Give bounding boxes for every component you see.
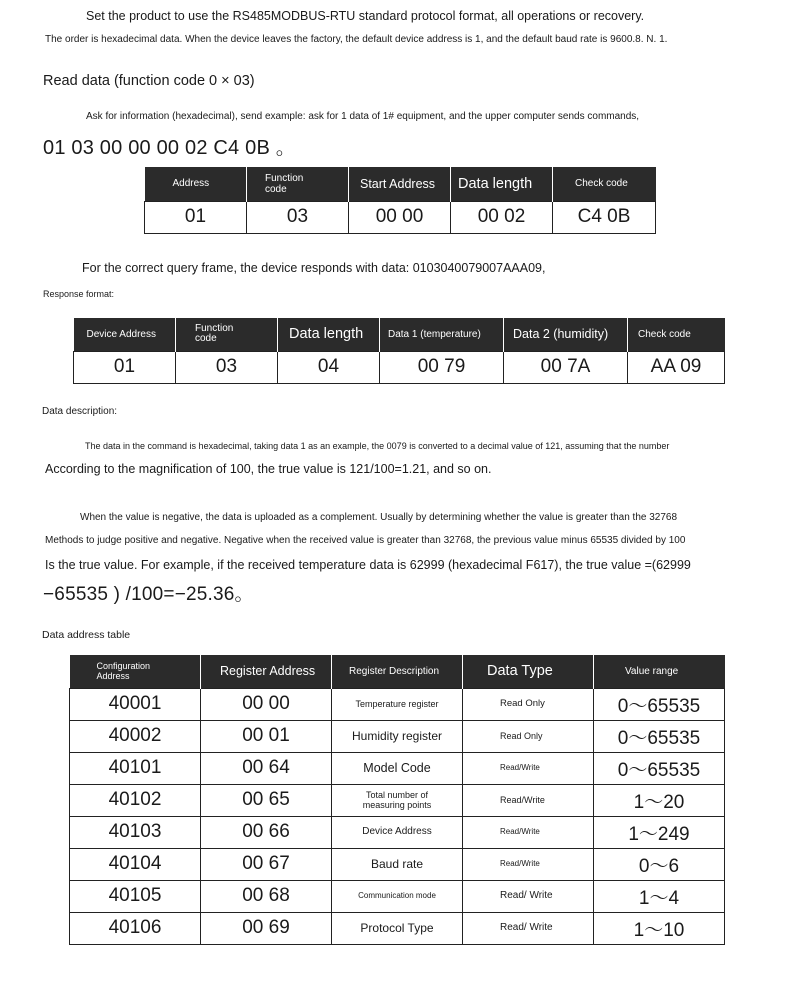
address-header-type: Data Type	[463, 655, 594, 688]
config-address-cell: 40102	[70, 784, 201, 816]
config-address-cell: 40105	[70, 880, 201, 912]
description-line-6: −65535 ) /100=−25.36。	[43, 584, 254, 605]
query-header-start: Start Address	[349, 167, 451, 201]
description-line-3: When the value is negative, the data is uploaded as a complement. Usually by determining whether the value is greater than the 32768	[80, 512, 678, 523]
register-description-cell: Temperature register	[332, 688, 463, 720]
query-table	[144, 167, 656, 234]
response-value-data2: 00 7A	[504, 351, 628, 383]
config-address-cell: 40103	[70, 816, 201, 848]
query-header-function: Function code	[247, 167, 349, 201]
response-value-address: 01	[74, 351, 176, 383]
response-header-address: Device Address	[74, 318, 176, 351]
register-address-cell: 00 69	[201, 912, 332, 944]
data-type-cell: Read Only	[463, 688, 594, 720]
intro-line-1: Set the product to use the RS485MODBUS-RTU standard protocol format, all operations or recovery.	[86, 9, 645, 23]
value-range-cell: 1～10	[594, 912, 725, 944]
address-table-label: Data address table	[42, 629, 131, 641]
config-address-cell: 40002	[70, 720, 201, 752]
query-header-address: Address	[145, 167, 247, 201]
response-table	[73, 318, 725, 384]
config-address-cell: 40101	[70, 752, 201, 784]
description-line-4: Methods to judge positive and negative. Negative when the received value is greater than 32768, the previous value minus 65535 divided by 100	[45, 535, 686, 546]
data-type-cell: Read Only	[463, 720, 594, 752]
query-value-length: 00 02	[451, 201, 553, 233]
register-description-cell: Total number of measuring points	[332, 784, 463, 816]
response-text: For the correct query frame, the device responds with data: 0103040079007AAA09,	[82, 261, 546, 275]
data-type-cell: Read/Write	[463, 816, 594, 848]
register-address-cell: 00 65	[201, 784, 332, 816]
description-line-2: According to the magnification of 100, the true value is 121/100=1.21, and so on.	[45, 462, 492, 476]
table-row	[70, 880, 725, 912]
data-type-cell: Read/Write	[463, 752, 594, 784]
value-range-cell: 0～65535	[594, 688, 725, 720]
query-value-address: 01	[145, 201, 247, 233]
table-row	[70, 848, 725, 880]
value-range-cell: 0～6	[594, 848, 725, 880]
table-row	[70, 912, 725, 944]
query-value-function: 03	[247, 201, 349, 233]
value-range-cell: 0～65535	[594, 720, 725, 752]
command-example: 01 03 00 00 00 02 C4 0B 。	[43, 137, 296, 159]
value-range-cell: 0～65535	[594, 752, 725, 784]
response-value-check: AA 09	[628, 351, 725, 383]
value-range-cell: 1～249	[594, 816, 725, 848]
response-value-data1: 00 79	[380, 351, 504, 383]
response-format-label: Response format:	[43, 289, 115, 299]
query-header-check: Check code	[553, 167, 656, 201]
response-header-data2: Data 2 (humidity)	[504, 318, 628, 351]
table-row	[70, 688, 725, 720]
config-address-cell: 40001	[70, 688, 201, 720]
description-label: Data description:	[42, 406, 118, 417]
read-heading: Read data (function code 0 × 03)	[43, 73, 255, 89]
register-address-cell: 00 01	[201, 720, 332, 752]
config-address-cell: 40104	[70, 848, 201, 880]
register-description-cell: Communication mode	[332, 880, 463, 912]
ask-text: Ask for information (hexadecimal), send example: ask for 1 data of 1# equipment, and the upper computer sends commands,	[86, 111, 640, 122]
table-row	[70, 784, 725, 816]
address-header-config: Configuration Address	[70, 655, 201, 688]
register-description-cell: Device Address	[332, 816, 463, 848]
address-table	[69, 655, 725, 945]
query-value-check: C4 0B	[553, 201, 656, 233]
data-type-cell: Read/Write	[463, 848, 594, 880]
intro-line-2: The order is hexadecimal data. When the device leaves the factory, the default device address is 1, and the default baud rate is 9600.8. N. 1.	[45, 34, 668, 45]
response-value-length: 04	[278, 351, 380, 383]
value-range-cell: 1～20	[594, 784, 725, 816]
register-address-cell: 00 68	[201, 880, 332, 912]
response-header-length: Data length	[278, 318, 380, 351]
register-address-cell: 00 66	[201, 816, 332, 848]
register-description-cell: Humidity register	[332, 720, 463, 752]
response-value-function: 03	[176, 351, 278, 383]
register-description-cell: Protocol Type	[332, 912, 463, 944]
response-header-data1: Data 1 (temperature)	[380, 318, 504, 351]
data-type-cell: Read/ Write	[463, 880, 594, 912]
query-value-start: 00 00	[349, 201, 451, 233]
description-line-1: The data in the command is hexadecimal, taking data 1 as an example, the 0079 is converted to a decimal value of 121, assuming that the number	[85, 441, 670, 451]
address-header-register: Register Address	[201, 655, 332, 688]
table-row	[70, 720, 725, 752]
response-header-function: Function code	[176, 318, 278, 351]
address-header-description: Register Description	[332, 655, 463, 688]
response-header-check: Check code	[628, 318, 725, 351]
address-header-range: Value range	[594, 655, 725, 688]
register-address-cell: 00 00	[201, 688, 332, 720]
register-address-cell: 00 67	[201, 848, 332, 880]
table-row	[70, 816, 725, 848]
description-line-5: Is the true value. For example, if the received temperature data is 62999 (hexadecimal F617), the true value =(62999	[45, 558, 691, 572]
register-description-cell: Model Code	[332, 752, 463, 784]
data-type-cell: Read/Write	[463, 784, 594, 816]
register-address-cell: 00 64	[201, 752, 332, 784]
query-header-length: Data length	[451, 167, 553, 201]
config-address-cell: 40106	[70, 912, 201, 944]
table-row	[70, 752, 725, 784]
value-range-cell: 1～4	[594, 880, 725, 912]
register-description-cell: Baud rate	[332, 848, 463, 880]
data-type-cell: Read/ Write	[463, 912, 594, 944]
